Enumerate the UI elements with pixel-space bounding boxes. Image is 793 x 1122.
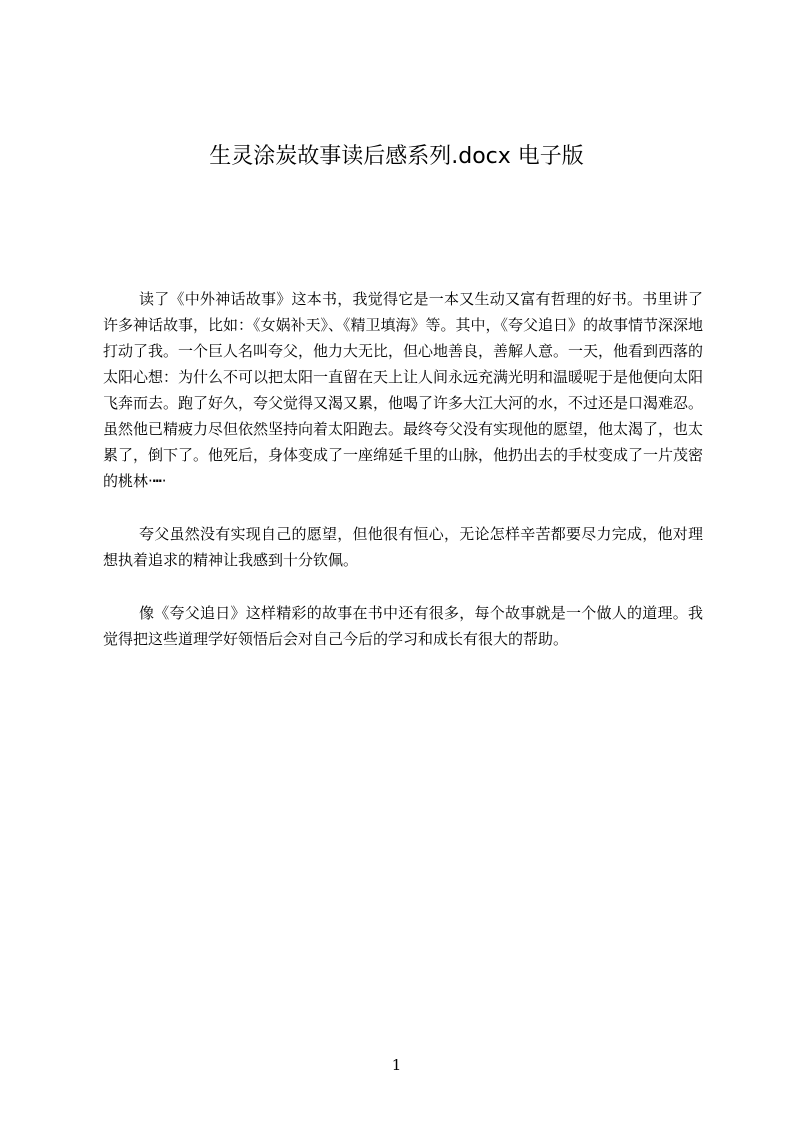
page-title: 生灵涂炭故事读后感系列.docx 电子版 bbox=[209, 144, 584, 169]
page-number: 1 bbox=[391, 1056, 402, 1074]
paragraph-3: 像《夸父追日》这样精彩的故事在书中还有很多，每个故事就是一个做人的道理。我觉得把这些道理学好领悟后会对自己今后的学习和成长有很大的帮助。 bbox=[103, 604, 703, 648]
paragraph-2: 夸父虽然没有实现自己的愿望，但他很有恒心，无论怎样辛苦都要尽力完成，他对理想执着追求的精神让我感到十分钦佩。 bbox=[103, 525, 703, 569]
paragraph-1: 读了《中外神话故事》这本书，我觉得它是一本又生动又富有哲理的好书。书里讲了许多神话故事，比如：《女娲补天》、《精卫填海》等。其中，《夸父追日》的故事情节深深地打动了我。一个巨人名叫夸父，他力大无比，但心地善良，善解人意。一天，他看到西落的太阳心想：为什么不可以把太阳一直留在天上让人间永远充满光明和温暖呢于是他便向太阳飞奔而去。跑了好久，夸父觉得又渴又累，他喝了许多大江大河的水，不过还是口渴难忍。虽然他已精疲力尽但依然坚持向着太阳跑去。最终夸父没有实现他的愿望，他太渴了，也太累了，倒下了。他死后，身体变成了一座绵延千里的山脉，他扔出去的手杖变成了一片茂密的桃林·┅· bbox=[103, 290, 704, 490]
document-body bbox=[103, 286, 703, 679]
